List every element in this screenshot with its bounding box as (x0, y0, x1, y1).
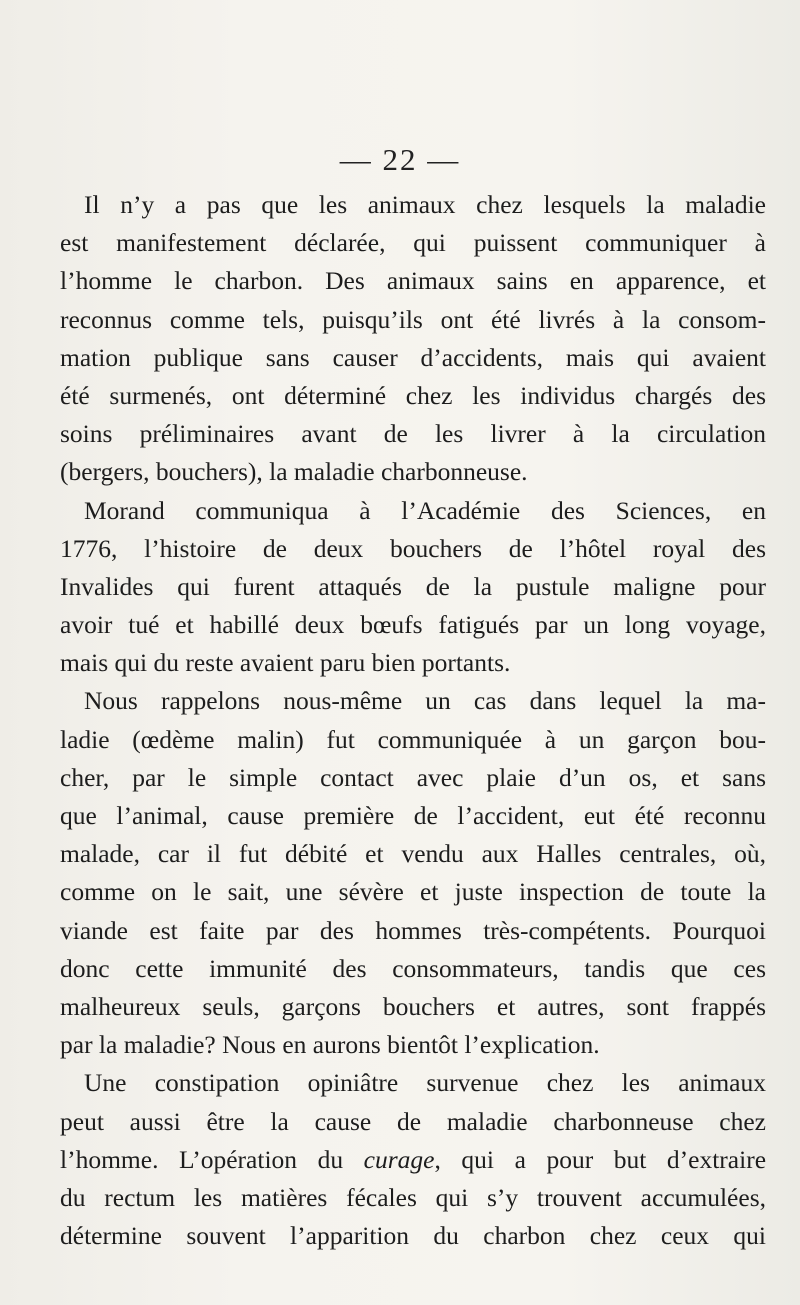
text-line: avoir tué et habillé deux bœufs fatigués par un long voyage, (60, 610, 766, 640)
text-line: Morand communiqua à l’Académie des Sciences, en (84, 495, 766, 525)
body-text (60, 186, 766, 1255)
text-line: malheureux seuls, garçons bouchers et autres, sont frappés (60, 991, 766, 1021)
text-line: Invalides qui furent attaqués de la pustule maligne pour (60, 571, 766, 601)
text-line: détermine souvent l’apparition du charbon chez ceux qui (60, 1221, 766, 1251)
text-line: (bergers, bouchers), la maladie charbonneuse. (60, 457, 528, 487)
text-line: par la maladie? Nous en aurons bientôt l’explication. (60, 1030, 600, 1060)
text-fragment: l’homme. L’opération du (60, 1144, 344, 1174)
text-line: Nous rappelons nous-même un cas dans lequel la ma- (84, 686, 766, 716)
page-number: — 22 — (339, 142, 461, 177)
text-line: peut aussi être la cause de maladie charbonneuse chez (60, 1106, 766, 1136)
text-line: ladie (œdème malin) fut communiquée à un garçon bou- (60, 724, 766, 754)
text-line: viande est faite par des hommes très-compétents. Pourquoi (60, 915, 766, 945)
text-line: Une constipation opiniâtre survenue chez les animaux (84, 1068, 766, 1098)
text-line: donc cette immunité des consommateurs, tandis que ces (60, 953, 766, 983)
text-line: Il n’y a pas que les animaux chez lesquels la maladie (84, 190, 766, 219)
text-line: est manifestement déclarée, qui puissent communiquer à (60, 228, 766, 258)
text-line: l’homme le charbon. Des animaux sains en apparence, et (60, 266, 766, 296)
text-line: malade, car il fut débité et vendu aux Halles centrales, où, (60, 839, 766, 869)
text-line: 1776, l’histoire de deux bouchers de l’hôtel royal des (60, 533, 766, 563)
text-line-mixed (60, 1141, 766, 1179)
text-line: mation publique sans causer d’accidents, mais qui avaient (60, 342, 766, 372)
text-line: été surmenés, ont déterminé chez les individus chargés des (60, 380, 766, 410)
text-line: que l’animal, cause première de l’accident, eut été reconnu (60, 801, 766, 830)
italic-term: curage (363, 1144, 435, 1174)
text-line: du rectum les matières fécales qui s’y trouvent accumulées, (60, 1182, 766, 1212)
text-line: comme on le sait, une sévère et juste inspection de toute la (60, 877, 766, 907)
text-line: soins préliminaires avant de les livrer à la circulation (60, 419, 766, 449)
text-fragment: , qui a pour but d’extraire (434, 1144, 767, 1174)
text-line: reconnus comme tels, puisqu’ils ont été livrés à la consom- (60, 304, 766, 334)
text-line: cher, par le simple contact avec plaie d’un os, et sans (60, 762, 766, 792)
text-line: mais qui du reste avaient paru bien portants. (60, 648, 511, 678)
